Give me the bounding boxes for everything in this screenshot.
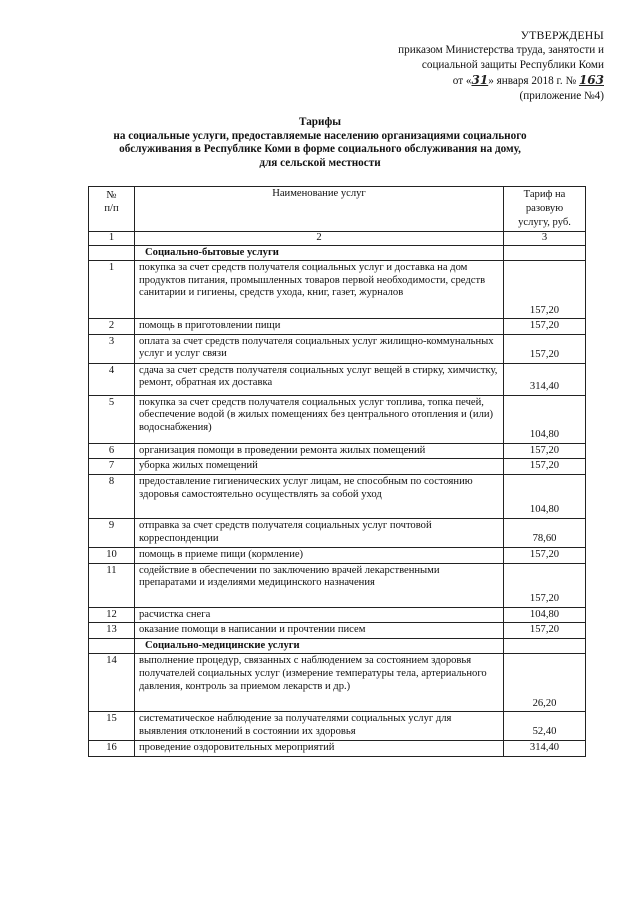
heading-title: Тарифы (299, 116, 341, 128)
header-price-line-1: Тариф на (523, 189, 566, 200)
service-name: покупка за счет средств получателя социальных услуг топлива, топка печей, обеспечение водой (в жилых помещениях без центрального отопления и (или) водоснабжения) (135, 395, 504, 443)
heading-line-1: на социальные услуги, предоставляемые населению организациями социального (113, 129, 527, 142)
service-price: 78,60 (504, 518, 586, 547)
header-number-line-2: п/п (104, 202, 119, 214)
table-row (89, 654, 586, 712)
service-price: 157,20 (504, 459, 586, 475)
service-price: 157,20 (504, 261, 586, 319)
service-price: 104,80 (504, 607, 586, 623)
section-price-cell (504, 245, 586, 261)
column-number: 3 (504, 232, 586, 246)
date-prefix: от « (452, 75, 472, 87)
row-number: 15 (89, 712, 135, 740)
service-name: отправка за счет средств получателя социальных услуг почтовой корреспонденции (135, 518, 504, 547)
service-name: выполнение процедур, связанных с наблюдением за состоянием здоровья получателей социальных услуг (измерение температуры тела, артериального давления, контроль за приемом лекарств и др.) (135, 654, 504, 712)
table-row (89, 395, 586, 443)
row-number: 8 (89, 474, 135, 518)
table-row (89, 623, 586, 639)
table-row (89, 474, 586, 518)
service-name: оказание помощи в написании и прочтении писем (135, 623, 504, 639)
service-price: 157,20 (504, 443, 586, 459)
table-header-row (89, 187, 586, 232)
tariffs-table-body (89, 245, 586, 756)
row-number: 11 (89, 563, 135, 607)
service-name: систематическое наблюдение за получателями социальных услуг для выявления отклонений в состоянии их здоровья (135, 712, 504, 740)
service-name: покупка за счет средств получателя социальных услуг и доставка на дом продуктов питания, промышленных товаров первой необходимости, средств санитарии и гигиены, средств ухода, книг, газет, журналов (135, 261, 504, 319)
row-number: 3 (89, 334, 135, 363)
row-number: 2 (89, 319, 135, 335)
service-price: 314,40 (504, 363, 586, 395)
heading-line-2: обслуживания в Республике Коми в форме социального обслуживания на дому, (119, 143, 521, 155)
handwritten-order-number: 163 (578, 73, 604, 87)
table-row (89, 261, 586, 319)
column-number: 2 (135, 232, 504, 246)
table-row (89, 459, 586, 475)
row-number: 16 (89, 740, 135, 756)
section-number-cell (89, 245, 135, 261)
header-service-name: Наименование услуг (135, 187, 504, 232)
header-number-line-1: № (106, 190, 117, 201)
row-number: 13 (89, 623, 135, 639)
table-row (89, 363, 586, 395)
row-number: 4 (89, 363, 135, 395)
handwritten-day: 31 (471, 73, 489, 87)
service-name: содействие в обеспечении по заключению врачей лекарственными препаратами и изделиями медицинского назначения (135, 563, 504, 607)
service-price: 314,40 (504, 740, 586, 756)
row-number: 7 (89, 459, 135, 475)
service-price: 52,40 (504, 712, 586, 740)
service-name: организация помощи в проведении ремонта жилых помещений (135, 443, 504, 459)
service-name: предоставление гигиенических услуг лицам, не способным по состоянию здоровья самостоятельно осуществлять за собой уход (135, 474, 504, 518)
header-price-line-3: услугу, руб. (518, 217, 571, 228)
appendix-label: (приложение №4) (519, 90, 604, 102)
approval-ministry-line: социальной защиты Республики Коми (421, 59, 604, 71)
service-price: 104,80 (504, 474, 586, 518)
section-row (89, 245, 586, 261)
section-row (89, 638, 586, 654)
row-number: 14 (89, 654, 135, 712)
row-number: 9 (89, 518, 135, 547)
service-name: уборка жилых помещений (135, 459, 504, 475)
service-price: 157,20 (504, 623, 586, 639)
header-number (89, 187, 135, 232)
service-name: помощь в приеме пищи (кормление) (135, 547, 504, 563)
header-price-line-2: разовую (525, 203, 564, 214)
service-name: сдача за счет средств получателя социальных услуг вещей в стирку, химчистку, ремонт, обратная их доставка (135, 363, 504, 395)
approval-order-line: приказом Министерства труда, занятости и (398, 44, 604, 56)
table-row (89, 547, 586, 563)
service-price: 157,20 (504, 334, 586, 363)
section-title: Социально-медицинские услуги (135, 638, 504, 654)
table-row (89, 443, 586, 459)
column-numbers-row (89, 232, 586, 246)
section-title: Социально-бытовые услуги (135, 245, 504, 261)
table-row (89, 319, 586, 335)
row-number: 10 (89, 547, 135, 563)
header-price (504, 187, 586, 232)
row-number: 12 (89, 607, 135, 623)
date-middle: » января 2018 г. № (488, 75, 577, 87)
service-name: проведение оздоровительных мероприятий (135, 740, 504, 756)
service-name: оплата за счет средств получателя социальных услуг жилищно-коммунальных услуг и услуг связи (135, 334, 504, 363)
approval-block (398, 28, 604, 104)
service-price: 104,80 (504, 395, 586, 443)
heading-line-3: для сельской местности (259, 156, 381, 169)
table-row (89, 563, 586, 607)
column-number: 1 (89, 232, 135, 246)
table-row (89, 607, 586, 623)
table-row (89, 740, 586, 756)
table-row (89, 518, 586, 547)
table-row (89, 334, 586, 363)
service-price: 26,20 (504, 654, 586, 712)
section-price-cell (504, 638, 586, 654)
tariffs-table (88, 186, 586, 757)
service-price: 157,20 (504, 319, 586, 335)
approval-date-line (398, 73, 604, 89)
row-number: 1 (89, 261, 135, 319)
service-name: помощь в приготовлении пищи (135, 319, 504, 335)
section-number-cell (89, 638, 135, 654)
approval-title: УТВЕРЖДЕНЫ (520, 28, 604, 42)
service-price: 157,20 (504, 547, 586, 563)
document-heading (0, 116, 640, 170)
table-row (89, 712, 586, 740)
row-number: 6 (89, 443, 135, 459)
row-number: 5 (89, 395, 135, 443)
service-price: 157,20 (504, 563, 586, 607)
service-name: расчистка снега (135, 607, 504, 623)
